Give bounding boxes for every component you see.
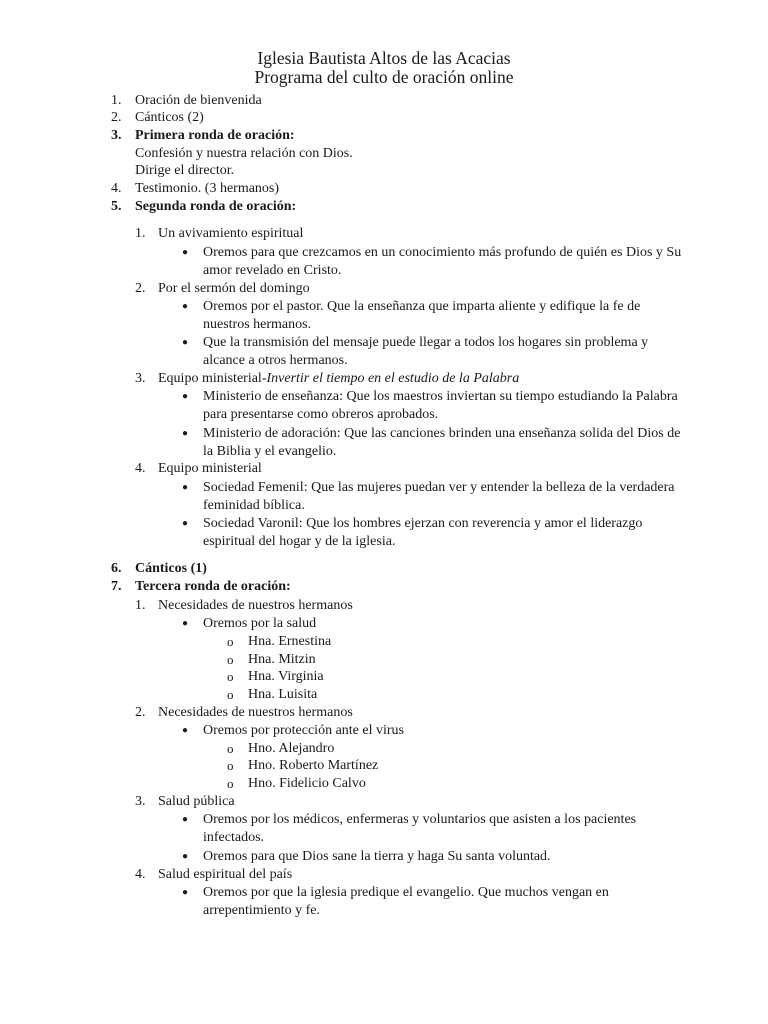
item-number: 1. — [111, 93, 122, 108]
item-detail: Confesión y nuestra relación con Dios. — [135, 146, 353, 161]
item-text: Testimonio. (3 hermanos) — [135, 181, 280, 196]
subitem-number: 2. — [135, 281, 146, 296]
item-number: 4. — [111, 181, 122, 196]
item-detail: Dirige el director. — [135, 163, 235, 178]
circle-bullet-icon: o — [227, 687, 234, 702]
item-number: 3. — [111, 128, 122, 143]
item-number: 6. — [111, 561, 122, 576]
bullet-icon: ● — [182, 618, 189, 629]
bullet-text: Sociedad Varonil: Que los hombres ejerzan con reverencia y amor el liderazgo — [203, 516, 643, 531]
circle-bullet-icon: o — [227, 758, 234, 773]
subitem-text — [158, 370, 519, 388]
item-heading: Primera ronda de oración: — [135, 128, 295, 143]
item-text: Oración de bienvenida — [135, 93, 262, 108]
item-heading: Cánticos (1) — [135, 561, 207, 576]
prayer-name: Hno. Alejandro — [248, 741, 335, 756]
circle-bullet-icon: o — [227, 634, 234, 649]
subitem-text: Por el sermón del domingo — [158, 281, 310, 296]
bullet-text: arrepentimiento y fe. — [203, 903, 321, 918]
bullet-icon: ● — [182, 725, 189, 736]
prayer-name: Hna. Luisita — [248, 687, 318, 702]
bullet-text: Oremos para que Dios sane la tierra y haga Su santa voluntad. — [203, 849, 551, 864]
bullet-icon: ● — [182, 887, 189, 898]
subitem-number: 3. — [135, 371, 146, 386]
subitem-label: Equipo ministerial- — [158, 371, 267, 386]
program-title: Programa del culto de oración online — [254, 67, 514, 87]
subitem-number: 2. — [135, 705, 146, 720]
bullet-icon: ● — [182, 518, 189, 529]
subitem-text: Necesidades de nuestros hermanos — [158, 705, 353, 720]
bullet-text: Oremos por la salud — [203, 616, 317, 631]
prayer-name: Hno. Fidelicio Calvo — [248, 776, 366, 791]
bullet-icon: ● — [182, 428, 189, 439]
item-heading: Tercera ronda de oración: — [135, 579, 291, 594]
subitem-text: Salud pública — [158, 794, 235, 809]
bullet-text: Que la transmisión del mensaje puede llegar a todos los hogares sin problema y — [203, 335, 649, 350]
subitem-number: 1. — [135, 226, 146, 241]
bullet-text: infectados. — [203, 830, 265, 845]
bullet-text: Ministerio de adoración: Que las canciones brinden una enseñanza solida del Dios de — [203, 426, 681, 441]
item-number: 5. — [111, 199, 122, 214]
bullet-text: alcance a otros hermanos. — [203, 353, 348, 368]
bullet-text: Ministerio de enseñanza: Que los maestros inviertan su tiempo estudiando la Palabra — [203, 389, 678, 404]
bullet-text: Oremos por el pastor. Que la enseñanza que imparta aliente y edifique la fe de — [203, 299, 641, 314]
item-number: 2. — [111, 110, 122, 125]
bullet-text: amor revelado en Cristo. — [203, 263, 342, 278]
bullet-text: nuestros hermanos. — [203, 317, 312, 332]
subitem-number: 4. — [135, 867, 146, 882]
item-number: 7. — [111, 579, 122, 594]
item-heading: Segunda ronda de oración: — [135, 199, 297, 214]
bullet-text: Sociedad Femenil: Que las mujeres puedan ver y entender la belleza de la verdadera — [203, 480, 675, 495]
circle-bullet-icon: o — [227, 741, 234, 756]
bullet-text: Oremos por los médicos, enfermeras y voluntarios que asisten a los pacientes — [203, 812, 637, 827]
subitem-text: Equipo ministerial — [158, 461, 262, 476]
prayer-name: Hna. Virginia — [248, 669, 324, 684]
bullet-text: la Biblia y el evangelio. — [203, 444, 337, 459]
item-text: Cánticos (2) — [135, 110, 204, 125]
church-title: Iglesia Bautista Altos de las Acacias — [257, 48, 511, 68]
bullet-text: feminidad bíblica. — [203, 498, 305, 513]
circle-bullet-icon: o — [227, 776, 234, 791]
prayer-name: Hno. Roberto Martínez — [248, 758, 379, 773]
bullet-icon: ● — [182, 814, 189, 825]
bullet-text: Oremos por que la iglesia predique el evangelio. Que muchos vengan en — [203, 885, 609, 900]
bullet-icon: ● — [182, 301, 189, 312]
subitem-text: Salud espiritual del país — [158, 867, 293, 882]
subitem-text: Un avivamiento espiritual — [158, 226, 304, 241]
prayer-name: Hna. Ernestina — [248, 634, 332, 649]
bullet-text: para presentarse como obreros aprobados. — [203, 407, 439, 422]
subitem-number: 1. — [135, 598, 146, 613]
circle-bullet-icon: o — [227, 669, 234, 684]
bullet-icon: ● — [182, 482, 189, 493]
circle-bullet-icon: o — [227, 652, 234, 667]
subitem-number: 3. — [135, 794, 146, 809]
subitem-number: 4. — [135, 461, 146, 476]
bullet-icon: ● — [182, 247, 189, 258]
bullet-text: Oremos para que crezcamos en un conocimiento más profundo de quién es Dios y Su — [203, 245, 682, 260]
prayer-name: Hna. Mitzin — [248, 652, 316, 667]
bullet-icon: ● — [182, 391, 189, 402]
bullet-icon: ● — [182, 851, 189, 862]
bullet-text: espiritual del hogar y de la iglesia. — [203, 534, 396, 549]
subitem-text: Necesidades de nuestros hermanos — [158, 598, 353, 613]
subitem-italic-note: Invertir el tiempo en el estudio de la Palabra — [266, 371, 520, 386]
bullet-text: Oremos por protección ante el virus — [203, 723, 404, 738]
bullet-icon: ● — [182, 337, 189, 348]
